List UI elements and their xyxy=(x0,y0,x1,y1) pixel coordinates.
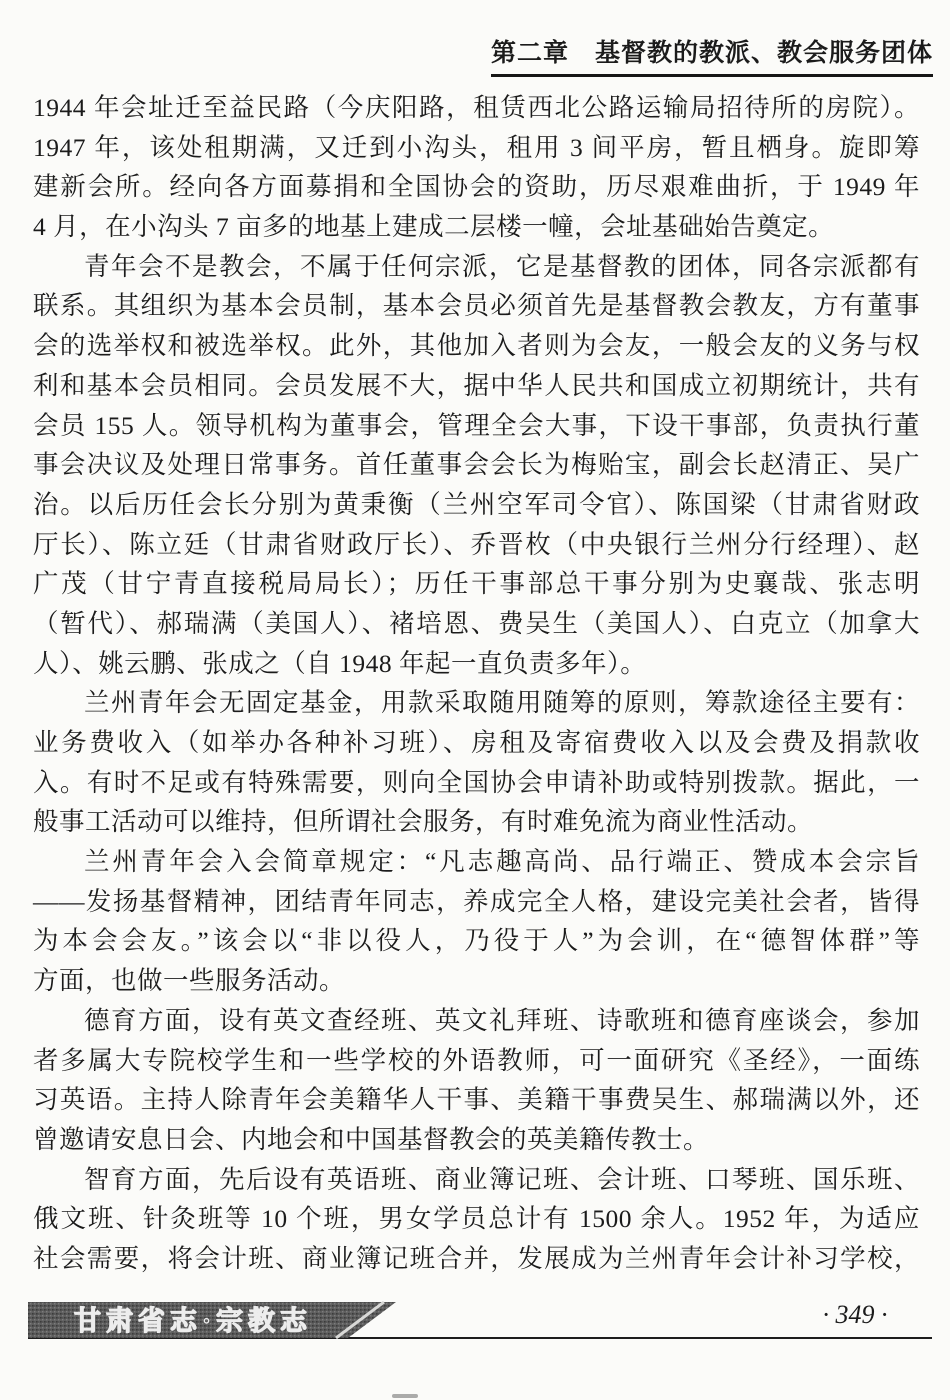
text-line: 俄文班、针灸班等 10 个班，男女学员总计有 1500 余人。1952 年，为适应 xyxy=(33,1204,920,1234)
text-line: 1947 年，该处租期满，又迁到小沟头，租用 3 间平房，暂且栖身。旋即筹 xyxy=(33,132,920,162)
text-line: 利和基本会员相同。会员发展不大，据中华人民共和国成立初期统计，共有 xyxy=(33,370,920,400)
text-line: 业务费收入（如举办各种补习班）、房租及寄宿费收入以及会费及捐款收 xyxy=(33,728,920,757)
text-line: 会的选举权和被选举权。此外，其他加入者则为会友，一般会友的义务与权 xyxy=(33,331,920,361)
text-line: 社会需要，将会计班、商业簿记班合并，发展成为兰州青年会计补习学校， xyxy=(33,1243,920,1273)
text-line: 方面，也做一些服务活动。 xyxy=(33,966,346,996)
text-line: 入。有时不足或有特殊需要，则向全国协会申请补助或特别拨款。据此，一 xyxy=(33,767,920,797)
series-banner-label: 甘肃省志·宗教志 xyxy=(74,1306,313,1336)
text-line: 者多属大专院校学生和一些学校的外语教师，可一面研究《圣经》，一面练 xyxy=(33,1045,920,1075)
text-line: 青年会不是教会，不属于任何宗派，它是基督教的团体，同各宗派都有 xyxy=(84,251,920,281)
series-banner-shape xyxy=(28,1301,408,1339)
text-line: 治。以后历任会长分别为黄秉衡（兰州空军司令官）、陈国梁（甘肃省财政 xyxy=(33,489,920,519)
text-line: 人）、姚云鹏、张成之（自 1948 年起一直负责多年）。 xyxy=(33,648,647,678)
text-line: 会员 155 人。领导机构为董事会，管理全会大事，下设干事部，负责执行董 xyxy=(33,410,920,440)
text-line: 厅长）、陈立廷（甘肃省财政厅长）、乔晋枚（中央银行兰州分行经理）、赵 xyxy=(33,529,920,559)
text-line: 智育方面，先后设有英语班、商业簿记班、会计班、口琴班、国乐班、 xyxy=(84,1164,920,1194)
body-text xyxy=(33,88,920,1279)
text-line: 习英语。主持人除青年会美籍华人干事、美籍干事费吴生、郝瑞满以外，还 xyxy=(33,1085,920,1115)
text-line: 事会决议及处理日常事务。首任董事会会长为梅贻宝，副会长赵清正、吴广 xyxy=(33,450,920,480)
running-header xyxy=(491,33,933,77)
text-line: 4 月，在小沟头 7 亩多的地基上建成二层楼一幢，会址基础始告奠定。 xyxy=(33,212,835,242)
text-line: ——发扬基督精神，团结青年同志，养成完全人格，建设完美社会者，皆得 xyxy=(33,886,920,916)
text-line: 兰州青年会无固定基金，用款采取随用随筹的原则，筹款途径主要有： xyxy=(84,688,920,718)
text-line: 曾邀请安息日会、内地会和中国基督教会的英美籍传教士。 xyxy=(33,1124,710,1154)
chapter-title: 第二章 基督教的教派、教会服务团体 xyxy=(490,40,933,67)
text-line: 广茂（甘宁青直接税局局长）；历任干事部总干事分别为史襄哉、张志明 xyxy=(33,569,920,599)
text-line: 德育方面，设有英文查经班、英文礼拜班、诗歌班和德育座谈会，参加 xyxy=(84,1005,920,1035)
text-line: 般事工活动可以维持，但所谓社会服务，有时难免流为商业性活动。 xyxy=(33,807,814,837)
text-line: 为本会会友。”该会以“非以役人，乃役于人”为会训，在“德智体群”等 xyxy=(33,926,920,956)
text-line: （暂代）、郝瑞满（美国人）、褚培恩、费吴生（美国人）、白克立（加拿大 xyxy=(33,608,920,638)
text-line: 1944 年会址迁至益民路（今庆阳路，租赁西北公路运输局招待所的房院）。 xyxy=(33,93,920,122)
text-line: 建新会所。经向各方面募捐和全国协会的资助，历尽艰难曲折，于 1949 年 xyxy=(33,172,920,202)
text-line: 联系。其组织为基本会员制，基本会员必须首先是基督教会教友，方有董事 xyxy=(33,291,920,321)
series-banner xyxy=(28,1301,408,1339)
scan-speck xyxy=(392,1394,418,1398)
text-line: 兰州青年会入会简章规定：“凡志趣高尚、品行端正、赞成本会宗旨 xyxy=(84,847,920,877)
page-number: · 349 · xyxy=(822,1300,888,1329)
